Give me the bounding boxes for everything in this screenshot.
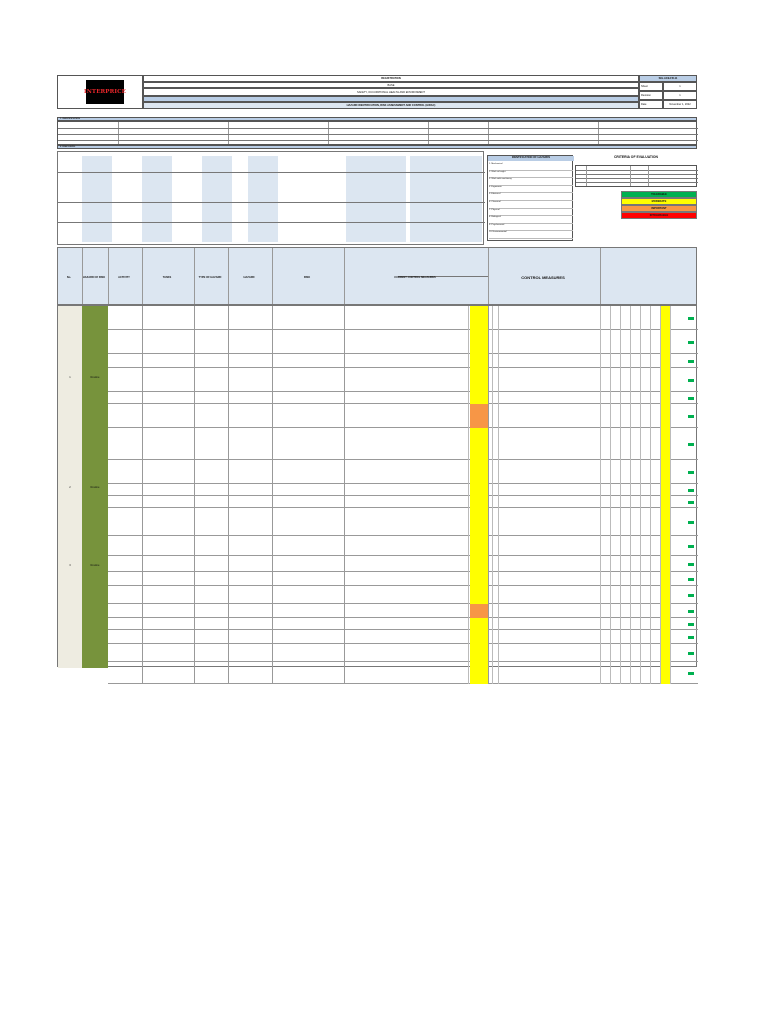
status-indicator: [688, 636, 694, 639]
revision-label: Revision: [639, 91, 663, 100]
status-indicator: [688, 471, 694, 474]
status-indicator: [688, 594, 694, 597]
status-indicator: [688, 521, 694, 524]
status-indicator: [688, 672, 694, 675]
criteria-level: TOLERABLE: [621, 191, 697, 198]
status-indicator: [688, 623, 694, 626]
risk-level-cell: [470, 618, 488, 630]
risk-level-cell: [470, 354, 488, 368]
hazard-item: 1. Mechanical: [489, 163, 573, 171]
column-header: CURRENT CONTROL MEASURES: [394, 275, 436, 279]
table-row: [108, 662, 698, 684]
hirac-sheet: [57, 75, 697, 667]
risk-level-cell: [470, 306, 488, 330]
header-line1: REGISTRATION: [143, 75, 639, 82]
column-header: ACTIVITY: [118, 275, 130, 279]
risk-matrix: [57, 151, 484, 245]
status-indicator: [688, 397, 694, 400]
status-indicator: [688, 415, 694, 418]
risk-level-cell: [470, 604, 488, 618]
hazard-items: [489, 163, 573, 239]
hazard-item: 9. Psychosocial: [489, 224, 573, 232]
column-header: CONTROL MEASURES: [521, 274, 565, 280]
column-header: TASKS: [162, 275, 172, 279]
risk-level-cell: [470, 484, 488, 496]
column-header: TYPE OF HAZARD: [198, 275, 222, 279]
date-value: November 1, 2022: [663, 100, 697, 109]
table-row: [108, 496, 698, 508]
status-indicator: [688, 652, 694, 655]
sheet-value: 1: [663, 82, 697, 91]
status-indicator: [688, 489, 694, 492]
risk-level-section: 2. RISK LEVEL: [57, 145, 697, 149]
table-row: [108, 392, 698, 404]
status-indicator: [688, 563, 694, 566]
status-label: Routine: [90, 564, 100, 567]
risk-level-cell: [470, 428, 488, 460]
status-indicator: [688, 317, 694, 320]
table-row: [108, 484, 698, 496]
criteria-levels: [621, 191, 697, 221]
risk-level-cell: [470, 556, 488, 572]
column-header: HAZARD OF RISK: [82, 275, 106, 279]
block-number: 3: [69, 564, 71, 567]
risk-level-cell: [470, 644, 488, 662]
risk-level-cell: [470, 368, 488, 392]
header-line3: SAFETY, OCCUPATIONAL HEALTH AND ENVIRONMENT: [143, 88, 639, 96]
hazard-item: 7. Physical: [489, 209, 573, 217]
table-row: [108, 508, 698, 536]
block-number: 1: [69, 376, 71, 379]
risk-level-cell: [470, 586, 488, 604]
criteria-level: INTOLERABLE: [621, 212, 697, 219]
status-indicator: [688, 501, 694, 504]
column-header: No.: [66, 275, 72, 279]
table-row: [108, 630, 698, 644]
risk-level-cell: [470, 662, 488, 684]
hazard-list: [487, 155, 573, 241]
column-header: HAZARD: [243, 275, 255, 279]
hazard-item: 3. Work with machinery: [489, 178, 573, 186]
hazard-item: 4. Ergonomic: [489, 186, 573, 194]
logo-cell: [57, 75, 143, 109]
status-label: Routine: [90, 486, 100, 489]
status-indicator: [688, 610, 694, 613]
risk-level-cell: [470, 460, 488, 484]
sheet-label: Sheet: [639, 82, 663, 91]
hazard-item: 6. Chemical: [489, 201, 573, 209]
column-header: RISK: [303, 275, 311, 279]
document-title: HAZARD IDENTIFICATION, RISK ASSESSMENT AND CONTROL (HIRAC): [143, 102, 639, 109]
status-label: Routine: [90, 376, 100, 379]
risk-level-cell: [470, 496, 488, 508]
status-indicator: [688, 443, 694, 446]
header-line2: BASE: [143, 82, 639, 88]
revision-value: 1: [663, 91, 697, 100]
hazard-item: 2. Work at height: [489, 171, 573, 179]
hazard-item: 10. Environmental: [489, 231, 573, 239]
table-row: [108, 460, 698, 484]
status-indicator: [688, 379, 694, 382]
date-label: Date: [639, 100, 663, 109]
table-row: [108, 556, 698, 572]
block-number: 2: [69, 486, 71, 489]
table-row: [108, 618, 698, 630]
status-indicator: [688, 341, 694, 344]
criteria-table-top: [575, 165, 697, 187]
table-row: [108, 644, 698, 662]
doc-code: SIG-ACE-FR-11: [639, 75, 697, 82]
status-indicator: [688, 578, 694, 581]
risk-level-cell: [470, 508, 488, 536]
company-logo: [86, 80, 124, 104]
risk-level-cell: [470, 630, 488, 644]
hazard-list-title: IDENTIFICATION OF HAZARDS: [488, 156, 574, 161]
table-row: [108, 586, 698, 604]
table-row: [108, 404, 698, 428]
risk-level-cell: [470, 392, 488, 404]
table-row: [108, 428, 698, 460]
risk-level-cell: [470, 330, 488, 354]
table-row: [108, 306, 698, 330]
hazard-item: 5. Electrical: [489, 193, 573, 201]
table-body: [57, 305, 697, 667]
risk-level-cell: [470, 404, 488, 428]
hazard-item: 8. Biological: [489, 216, 573, 224]
status-indicator: [688, 360, 694, 363]
table-row: [108, 354, 698, 368]
criteria-box: [575, 155, 697, 241]
status-indicator: [688, 545, 694, 548]
criteria-title: CRITERIA OF EVALUATION: [613, 155, 658, 159]
table-row: [108, 572, 698, 586]
table-row: [108, 536, 698, 556]
table-row: [108, 330, 698, 354]
risk-level-cell: [470, 572, 488, 586]
identification-body: [57, 121, 697, 145]
risk-level-cell: [470, 536, 488, 556]
criteria-level: IMPORTANT: [621, 205, 697, 212]
criteria-level: MODERATE: [621, 198, 697, 205]
logo-text: INTERPRICE: [84, 89, 126, 95]
table-row: [108, 368, 698, 392]
table-row: [108, 604, 698, 618]
identification-section: 1. IDENTIFICATION: [57, 117, 697, 121]
